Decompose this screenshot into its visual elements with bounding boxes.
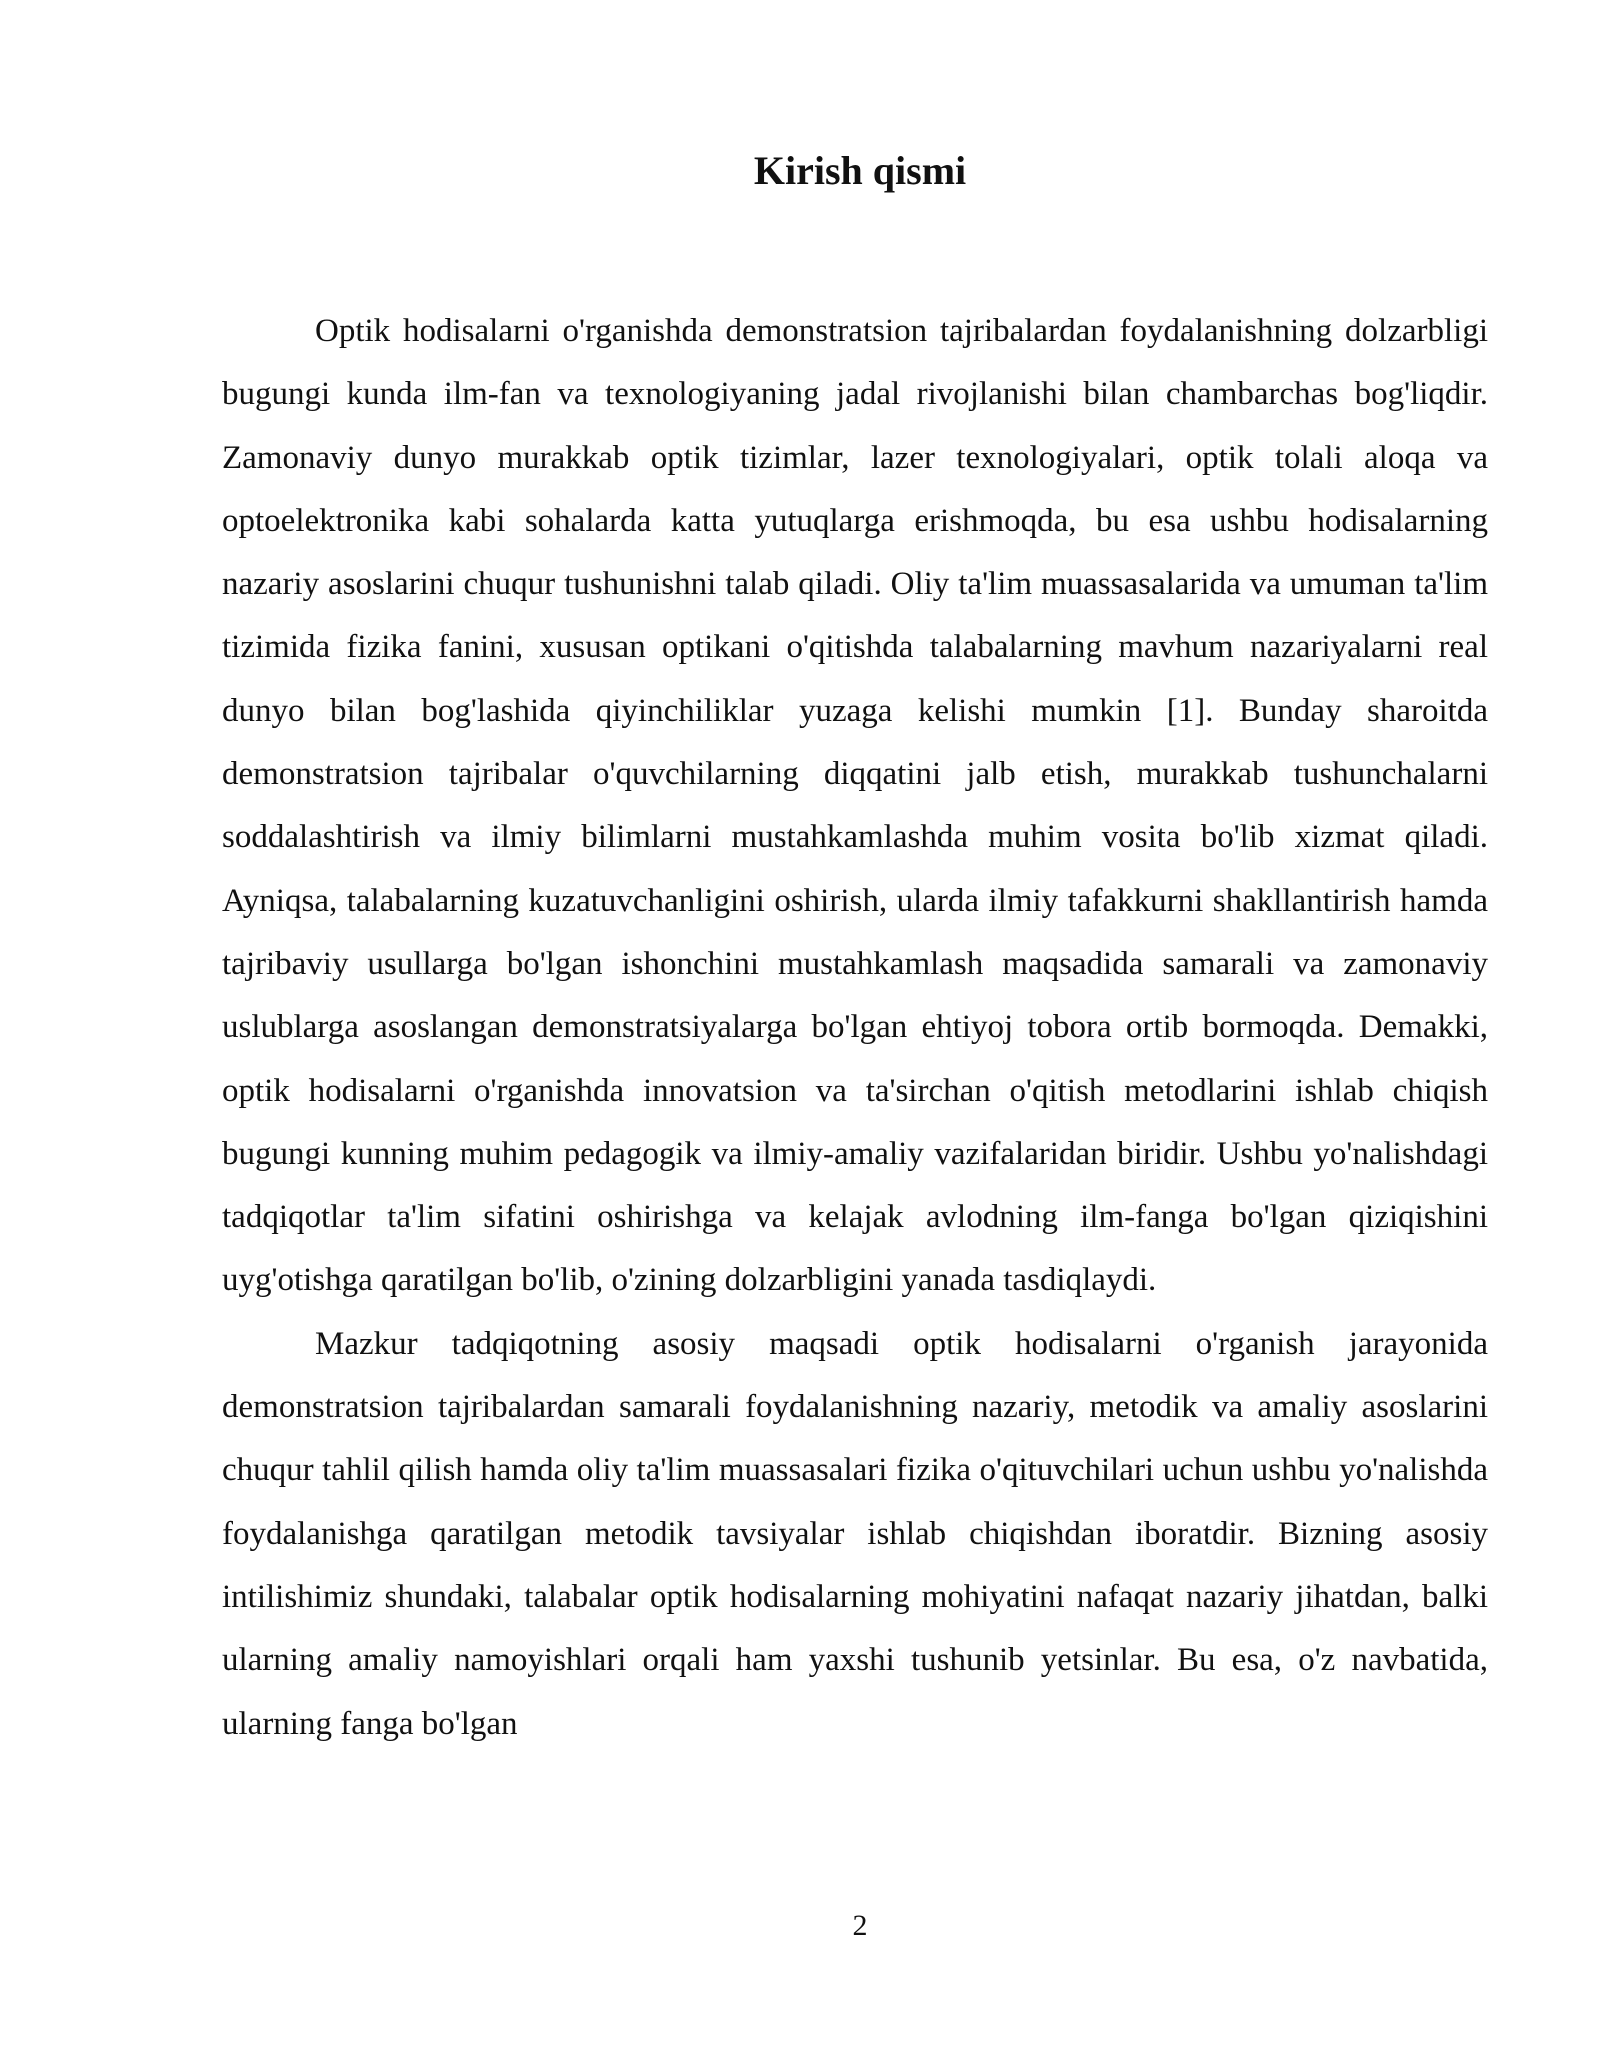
page-number: 2 <box>852 1909 868 1942</box>
paragraph-1: Optik hodisalarni o'rganishda demonstratsion tajribalardan foydalanishning dolzarbligi bugungi kunda ilm-fan va texnologiyaning jadal rivojlanishi bilan chambarchas bog'liqdir. Zamonaviy dunyo murakkab optik tizimlar, lazer texnologiyalari, optik tolali aloqa va optoelektronika kabi sohalarda katta yutuqlarga erishmoqda, bu esa ushbu hodisalarning nazariy asoslarini chuqur tushunishni talab qiladi. Oliy ta'lim muassasalarida va umuman ta'lim tizimida fizika fanini, xususan optikani o'qitishda talabalarning mavhum nazariyalarni real dunyo bilan bog'lashida qiyinchiliklar yuzaga kelishi mumkin [1]. Bunday sharoitda demonstratsion tajribalar o'quvchilarning diqqatini jalb etish, murakkab tushunchalarni soddalashtirish va ilmiy bilimlarni mustahkamlashda muhim vosita bo'lib xizmat qiladi. Ayniqsa, talabalarning kuzatuvchanligini oshirish, ularda ilmiy tafakkurni shakllantirish hamda tajribaviy usullarga bo'lgan ishonchini mustahkamlash maqsadida samarali va zamonaviy uslublarga asoslangan demonstratsiyalarga bo'lgan ehtiyoj tobora ortib bormoqda. Demakki, optik hodisalarni o'rganishda innovatsion va ta'sirchan o'qitish metodlarini ishlab chiqish bugungi kunning muhim pedagogik va ilmiy-amaliy vazifalaridan biridir. Ushbu yo'nalishdagi tadqiqotlar ta'lim sifatini oshirishga va kelajak avlodning ilm-fanga bo'lgan qiziqishini uyg'otishga qaratilgan bo'lib, o'zining dolzarbligini yanada tasdiqlaydi. <box>222 313 1488 1299</box>
body-text <box>222 300 1488 1756</box>
page-title: Kirish qismi <box>753 148 967 193</box>
paragraph-2: Mazkur tadqiqotning asosiy maqsadi optik hodisalarni o'rganish jarayonida demonstratsion tajribalardan samarali foydalanishning nazariy, metodik va amaliy asoslarini chuqur tahlil qilish hamda oliy ta'lim muassasalari fizika o'qituvchilari uchun ushbu yo'nalishda foydalanishga qaratilgan metodik tavsiyalar ishlab chiqishdan iboratdir. Bizning asosiy intilishimiz shundaki, talabalar optik hodisalarning mohiyatini nafaqat nazariy jihatdan, balki ularning amaliy namoyishlari orqali ham yaxshi tushunib yetsinlar. Bu esa, o'z navbatida, ularning fanga bo'lgan <box>222 1325 1488 1742</box>
